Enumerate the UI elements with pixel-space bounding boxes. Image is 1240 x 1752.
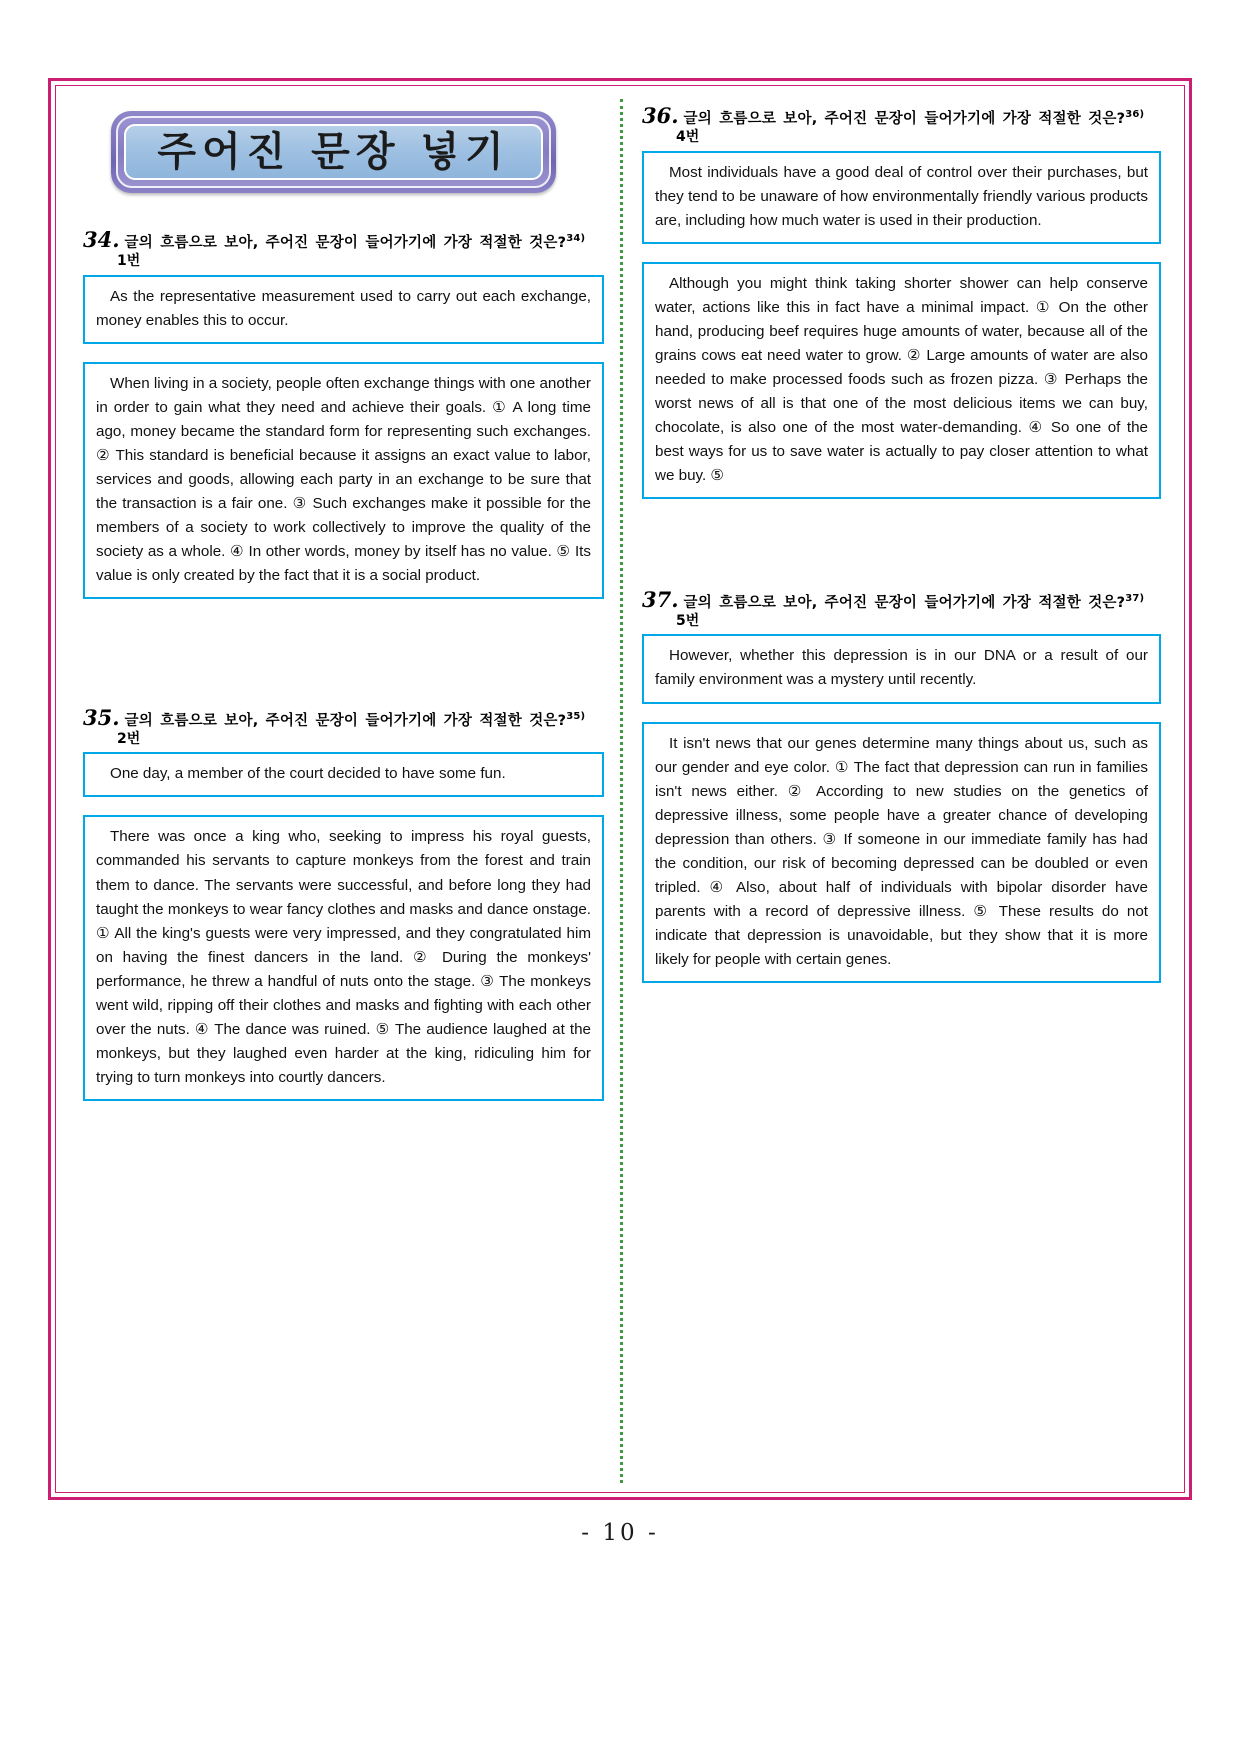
question-35 — [83, 705, 604, 1101]
question-36-answer: 4번 — [676, 129, 700, 146]
question-35-answer: 2번 — [117, 731, 141, 748]
question-34-given-sentence: As the representative measurement used to carry out each exchange, money enables this to occur. — [96, 287, 591, 329]
question-35-passage-box — [83, 815, 604, 1100]
spacer — [642, 521, 1161, 561]
question-34-answer: 1번 — [117, 253, 141, 270]
question-36-number: 36. — [642, 103, 679, 128]
question-34-passage-box — [83, 362, 604, 599]
question-37-passage: It isn't news that our genes determine many things about us, such as our gender and eye color. ① The fact that depression can run in families isn't news either. ② According to new studies on the genetics of depressive illness, some people have a greater chance of developing depression than others. ③ If someone in our immediate family has had the condition, our risk of becoming depressed can be doubled or even tripled. ④ Also, about half of individuals with bipolar disorder have parents with a record of depressive illness. ⑤ These results do not indicate that depression is unavoidable, but they show that it is more likely for people with certain genes. — [655, 734, 1148, 968]
question-34-passage: When living in a society, people often exchange things with one another in order to gain what they need and achieve their goals. ① A long time ago, money became the standard form for representing such exchanges. ② This standard is beneficial because it assigns an exact value to labor, services and goods, allowing each party in an exchange to be sure that the transaction is a fair one. ③ Such exchanges make it possible for the members of a society to work collectively to improve the quality of the society as a whole. ④ In other words, money by itself has no value. ⑤ Its value is only created by the fact that it is a social product. — [96, 374, 591, 584]
question-36-passage-box — [642, 262, 1161, 499]
question-34-reference: 34) — [566, 233, 586, 245]
question-36-passage: Although you might think taking shorter shower can help conserve water, actions like this in fact have a minimal impact. ① On the other hand, producing beef requires huge amounts of water, because all of the grains cows eat need water to grow. ② Large amounts of water are also needed to make processed foods such as frozen pizza. ③ Perhaps the worst news of all is that one of the most delicious items we can buy, chocolate, is also one of the most water-demanding. ④ So one of the best ways for us to save water is actually to pay closer attention to what we buy. ⑤ — [655, 274, 1148, 484]
question-37 — [642, 587, 1161, 983]
question-37-answer: 5번 — [676, 613, 700, 630]
question-36-given-sentence: Most individuals have a good deal of control over their purchases, but they tend to be unaware of how environmentally friendly various products are, including how much water is used in their production. — [655, 163, 1148, 229]
question-37-given-sentence-box — [642, 634, 1161, 703]
question-36-header — [642, 103, 1161, 129]
banner-middle-frame — [116, 116, 551, 188]
page-footer — [0, 1520, 1240, 1546]
banner-title-text: 주어진 문장 넣기 — [157, 129, 510, 175]
question-34 — [83, 227, 604, 599]
question-35-given-sentence-box — [83, 752, 604, 797]
question-34-prompt-text: 글의 흐름으로 보아, 주어진 문장이 들어가기에 가장 적절한 것은? — [124, 235, 567, 251]
question-36-prompt-text: 글의 흐름으로 보아, 주어진 문장이 들어가기에 가장 적절한 것은? — [683, 111, 1126, 127]
left-column — [65, 97, 620, 1487]
question-37-reference: 37) — [1125, 593, 1145, 604]
question-37-given-sentence: However, whether this depression is in our DNA or a result of our family environment was a mystery until recently. — [655, 647, 1148, 689]
section-title-banner — [111, 111, 556, 193]
question-37-passage-box — [642, 722, 1161, 983]
question-34-prompt — [125, 233, 604, 252]
banner-outer-frame — [111, 111, 556, 193]
question-34-given-sentence-box — [83, 275, 604, 344]
page-border — [48, 78, 1192, 1500]
question-37-prompt-text: 글의 흐름으로 보아, 주어진 문장이 들어가기에 가장 적절한 것은? — [683, 594, 1126, 611]
question-36 — [642, 103, 1161, 499]
spacer — [83, 621, 604, 679]
question-34-header — [83, 227, 604, 253]
question-36-reference: 36) — [1125, 109, 1145, 121]
question-37-prompt — [684, 593, 1161, 612]
question-35-number: 35. — [83, 704, 120, 730]
question-35-given-sentence: One day, a member of the court decided to have some fun. — [110, 765, 506, 783]
banner-inner-face — [124, 124, 543, 180]
question-37-number: 37. — [642, 586, 679, 612]
question-35-passage: There was once a king who, seeking to impress his royal guests, commanded his servants to capture monkeys from the forest and train them to dance. The servants were successful, and before long they had taught the monkeys to wear fancy clothes and masks and dance onstage. ① All the king's guests were very impressed, and they congratulated him on having the finest dancers in the land. ② During the monkeys' performance, he threw a handful of nuts onto the stage. ③ The monkeys went wild, ripping off their clothes and masks and fighting with each other over the nuts. ④ The dance was ruined. ⑤ The audience laughed at the monkeys, but they laughed even harder at the king, ridiculing him for trying to turn monkeys into courtly dancers. — [96, 828, 591, 1086]
page-number: - 10 - — [581, 1520, 659, 1546]
question-34-number: 34. — [83, 227, 120, 252]
question-36-given-sentence-box — [642, 151, 1161, 244]
two-column-layout — [51, 81, 1189, 1497]
question-35-prompt-text: 글의 흐름으로 보아, 주어진 문장이 들어가기에 가장 적절한 것은? — [124, 712, 567, 729]
right-column — [620, 97, 1175, 1487]
question-35-reference: 35) — [566, 710, 586, 722]
question-35-header — [83, 705, 604, 731]
question-36-prompt — [684, 109, 1161, 128]
question-35-prompt — [125, 711, 604, 730]
question-37-header — [642, 587, 1161, 613]
